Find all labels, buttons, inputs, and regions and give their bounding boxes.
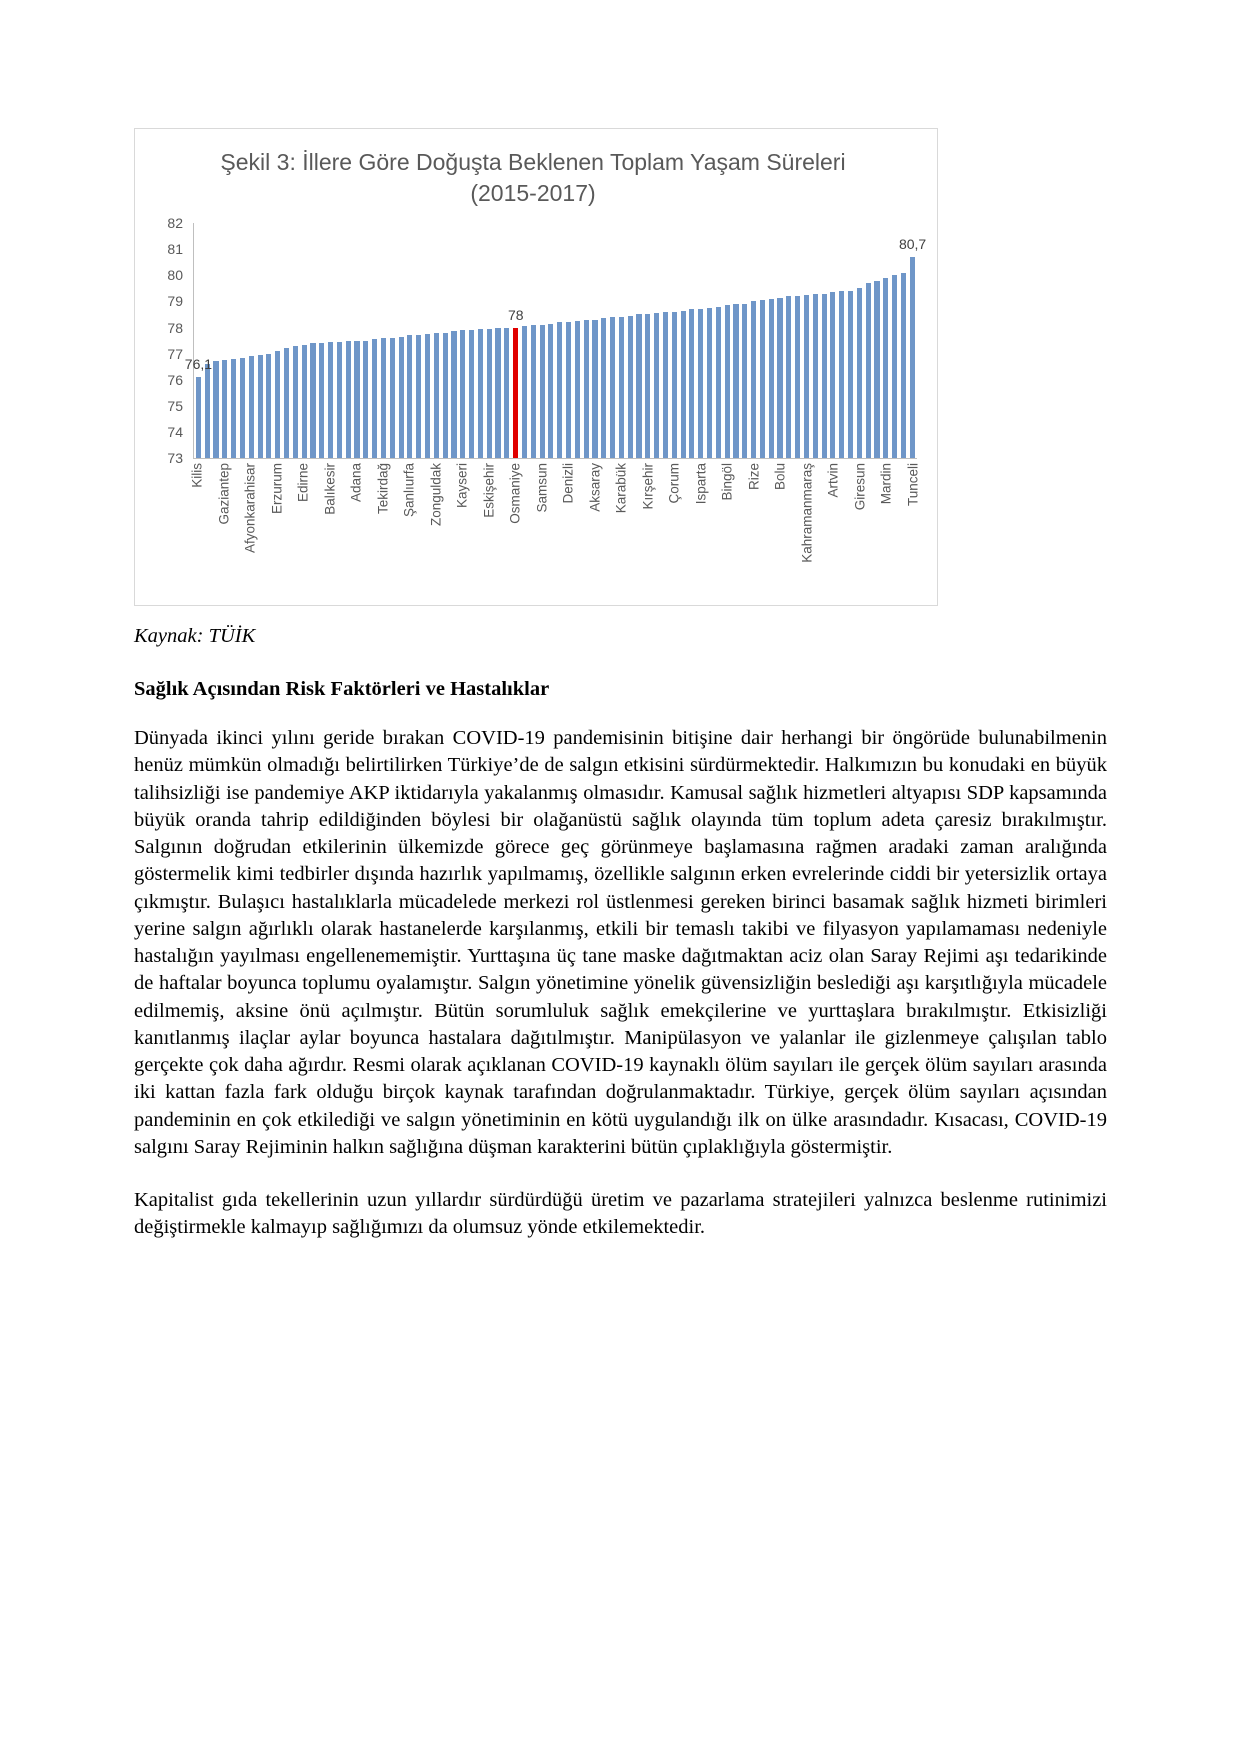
bar bbox=[619, 317, 624, 458]
bar-slot bbox=[300, 223, 309, 458]
bar-slot bbox=[696, 223, 705, 458]
bar-slot bbox=[494, 223, 503, 458]
bar bbox=[584, 320, 589, 458]
bar-slot bbox=[908, 223, 917, 458]
bar-slot bbox=[450, 223, 459, 458]
bar-slot bbox=[811, 223, 820, 458]
bar-slot bbox=[317, 223, 326, 458]
bar-slot bbox=[520, 223, 529, 458]
x-tick-label: Çorum bbox=[666, 463, 682, 504]
bar-slot bbox=[485, 223, 494, 458]
y-tick-label: 79 bbox=[167, 293, 183, 310]
bar bbox=[196, 377, 201, 458]
bar bbox=[636, 314, 641, 458]
bar bbox=[399, 337, 404, 458]
bar-slot bbox=[591, 223, 600, 458]
bar bbox=[839, 291, 844, 458]
bar bbox=[258, 355, 263, 458]
bar-slot bbox=[309, 223, 318, 458]
bar bbox=[293, 346, 298, 458]
x-tick-label: Mardin bbox=[878, 463, 894, 505]
bar bbox=[346, 341, 351, 459]
bar bbox=[601, 318, 606, 458]
bar bbox=[707, 308, 712, 458]
bar-slot bbox=[361, 223, 370, 458]
y-tick-label: 80 bbox=[167, 267, 183, 284]
bar bbox=[478, 329, 483, 458]
x-tick-label: Isparta bbox=[693, 463, 709, 505]
bar-slot bbox=[326, 223, 335, 458]
chart-title-line1: Şekil 3: İllere Göre Doğuşta Beklenen Toplam Yaşam Süreleri bbox=[220, 149, 846, 175]
x-tick-label: Edirne bbox=[295, 463, 311, 503]
bar-slot bbox=[767, 223, 776, 458]
bar-slot bbox=[370, 223, 379, 458]
bar bbox=[777, 298, 782, 459]
y-tick-label: 78 bbox=[167, 319, 183, 336]
bar-slot bbox=[890, 223, 899, 458]
y-tick-label: 77 bbox=[167, 345, 183, 362]
bar bbox=[654, 313, 659, 458]
bar bbox=[672, 312, 677, 458]
bar-value-label: 76,1 bbox=[184, 356, 213, 373]
x-tick-label: Tekirdağ bbox=[375, 463, 391, 515]
bar-slot bbox=[256, 223, 265, 458]
bar-slot bbox=[238, 223, 247, 458]
x-tick-label: Karabük bbox=[613, 463, 629, 514]
bar-chart-plot bbox=[184, 223, 927, 459]
bar bbox=[319, 343, 324, 458]
bar bbox=[663, 312, 668, 458]
bar bbox=[813, 294, 818, 459]
bar-slot bbox=[582, 223, 591, 458]
x-tick-label: Kilis bbox=[189, 463, 205, 488]
bar bbox=[610, 317, 615, 458]
bar bbox=[328, 342, 333, 458]
bar bbox=[222, 360, 227, 458]
x-tick-label: Rize bbox=[746, 463, 762, 491]
plot-wrap bbox=[184, 223, 927, 591]
bar bbox=[487, 329, 492, 458]
bar bbox=[910, 257, 915, 458]
bar bbox=[848, 291, 853, 458]
bar bbox=[698, 309, 703, 458]
bar bbox=[557, 322, 562, 458]
x-tick-label: Gaziantep bbox=[216, 463, 232, 525]
x-tick-label: Samsun bbox=[534, 463, 550, 513]
paragraph-2: Kapitalist gıda tekellerinin uzun yıllardır sürdürdüğü üretim ve pazarlama stratejileri yalnızca beslenme rutinimizi değiştirmekle kalmayıp sağlığımızı da olumsuz yönde etkilemektedir. bbox=[134, 1189, 1107, 1239]
x-tick-label: Denizli bbox=[560, 463, 576, 504]
bar-slot bbox=[414, 223, 423, 458]
chart-body bbox=[149, 215, 927, 591]
bar-slot bbox=[344, 223, 353, 458]
bar-slot bbox=[820, 223, 829, 458]
bar-slot bbox=[291, 223, 300, 458]
x-tick-label: Adana bbox=[348, 463, 364, 503]
bar bbox=[592, 320, 597, 458]
bar bbox=[575, 321, 580, 458]
bar-slot bbox=[802, 223, 811, 458]
bar-slot bbox=[203, 223, 212, 458]
bar-slot bbox=[652, 223, 661, 458]
bar-slot bbox=[617, 223, 626, 458]
bar-slot bbox=[229, 223, 238, 458]
x-tick-label: Erzurum bbox=[269, 463, 285, 515]
bar bbox=[504, 328, 509, 459]
x-tick-label: Balıkesir bbox=[322, 463, 338, 515]
bar bbox=[443, 333, 448, 458]
bar-slot bbox=[864, 223, 873, 458]
bar bbox=[390, 338, 395, 458]
bar-slot bbox=[406, 223, 415, 458]
bar-slot bbox=[265, 223, 274, 458]
y-axis bbox=[149, 215, 193, 467]
bar-slot bbox=[423, 223, 432, 458]
bar bbox=[733, 304, 738, 458]
bar-slot bbox=[353, 223, 362, 458]
x-axis-labels bbox=[189, 459, 921, 591]
bar-slot bbox=[679, 223, 688, 458]
x-tick-label: Artvin bbox=[825, 463, 841, 498]
bar-slot bbox=[476, 223, 485, 458]
x-tick-label: Bingöl bbox=[719, 463, 735, 501]
paragraph-1: Dünyada ikinci yılını geride bırakan COVID-19 pandemisinin bitişine dair herhangi bir öngörüde bulunabilmenin henüz mümkün olmadığı belirtilirken Türkiye’de de salgın etkisini sürdürmektedir. Halkımızın bu konudaki en büyük talihsizliği ise pandemiye AKP iktidarıyla yakalanmış olmasıdır. Kamusal sağlık hizmetleri altyapısı SDP kapsamında büyük oranda tahrip edildiğinden böylesi bir olağanüstü sağlık olayında tüm toplum adeta çaresiz bırakılmıştır. Salgının doğrudan etkilerinin ülkemizde görece geç görünmeye başlamasına rağmen aradaki zaman aralığında göstermelik kimi tedbirler dışında hazırlık yapılmamış, özellikle salgının erken evrelerinde ciddi bir yetersizlik ortaya çıkmıştır. Bulaşıcı hastalıklarla mücadelede merkezi rol üstlenmesi gereken birinci basamak sağlık hizmeti birimleri yerine salgın ağırlıklı olarak hastanelerde karşılanmış, etkili bir temaslı takibi ve filyasyon yapılamaması nedeniyle hastalığın yayılması engellenememiştir. Yurttaşına üç tane maske dağıtmaktan aciz olan Saray Rejimi aşı tedarikinde de haftalar boyunca toplumu oyalamıştır. Salgın yönetimine yönelik güvensizliğin beslediği aşı karşıtlığıyla mücadele edilmemiş, aksine önü açılmıştır. Bütün sorumluluk sağlık emekçilerine ve yurttaşlara bırakılmıştır. Etkisizliği kanıtlanmış ilaçlar aylar boyunca hastalara dağıtılmıştır. Manipülasyon ve yalanlar ile gizlenmeye çalışılan tablo gerçekte çok daha ağırdır. Resmi olarak açıklanan COVID-19 kaynaklı ölüm sayıları ile gerçek ölüm sayıları arasında iki kattan fazla fark olduğu birçok kaynak tarafından doğrulanmaktadır. Türkiye, gerçek ölüm sayıları açısından pandeminin en çok etkilediği ve salgın yönetiminin en kötü uygulandığı ilk on ülke arasındadır. Kısacası, COVID-19 salgını Saray Rejiminin halkın sağlığına düşman karakterini bütün çıplaklığıyla göstermiştir. bbox=[134, 727, 1107, 1158]
x-tick-label: Zonguldak bbox=[428, 463, 444, 527]
y-tick-label: 75 bbox=[167, 397, 183, 414]
bar-value-label: 80,7 bbox=[898, 236, 927, 253]
bar bbox=[901, 273, 906, 458]
bar bbox=[284, 348, 289, 458]
bar bbox=[372, 339, 377, 458]
bar bbox=[425, 334, 430, 458]
bar-slot bbox=[846, 223, 855, 458]
bar bbox=[231, 359, 236, 458]
bar-slot bbox=[282, 223, 291, 458]
bar bbox=[495, 328, 500, 459]
bar bbox=[275, 351, 280, 458]
bar bbox=[522, 326, 527, 458]
bar bbox=[460, 330, 465, 458]
bar bbox=[302, 345, 307, 459]
bar-slot bbox=[723, 223, 732, 458]
bar bbox=[451, 331, 456, 458]
section-heading: Sağlık Açısından Risk Faktörleri ve Hastalıklar bbox=[134, 678, 550, 700]
bar bbox=[381, 338, 386, 458]
y-tick-label: 81 bbox=[167, 241, 183, 258]
x-tick-label: Kayseri bbox=[454, 463, 470, 509]
y-tick-label: 74 bbox=[167, 423, 183, 440]
x-tick-label: Afyonkarahisar bbox=[242, 463, 258, 554]
bar-slot bbox=[467, 223, 476, 458]
bar-slot bbox=[220, 223, 229, 458]
chart bbox=[134, 128, 938, 606]
bar bbox=[716, 307, 721, 458]
x-tick-label: Eskişehir bbox=[481, 463, 497, 518]
bar-slot bbox=[547, 223, 556, 458]
bar-slot bbox=[793, 223, 802, 458]
bar-slot bbox=[661, 223, 670, 458]
bar-slot bbox=[705, 223, 714, 458]
bar bbox=[354, 341, 359, 459]
bar bbox=[407, 335, 412, 458]
x-tick-label: Kırşehir bbox=[640, 463, 656, 510]
chart-title-line2: (2015-2017) bbox=[470, 180, 596, 207]
bar-slot bbox=[564, 223, 573, 458]
bar bbox=[566, 322, 571, 458]
bar bbox=[240, 358, 245, 459]
x-tick-label: Aksaray bbox=[587, 463, 603, 512]
y-tick-label: 82 bbox=[167, 215, 183, 232]
bar-slot bbox=[194, 223, 203, 458]
bar-slot bbox=[397, 223, 406, 458]
bar-slot bbox=[758, 223, 767, 458]
bar bbox=[645, 314, 650, 458]
bar bbox=[266, 354, 271, 458]
bar bbox=[857, 288, 862, 458]
chart-title bbox=[179, 147, 887, 209]
bar bbox=[760, 300, 765, 458]
bar-slot bbox=[873, 223, 882, 458]
bar-slot bbox=[837, 223, 846, 458]
bar-slot bbox=[784, 223, 793, 458]
bar bbox=[874, 281, 879, 459]
bar bbox=[883, 278, 888, 458]
bar-slot bbox=[732, 223, 741, 458]
bar bbox=[742, 304, 747, 458]
bar-slot bbox=[511, 223, 520, 458]
bar bbox=[822, 294, 827, 459]
bar bbox=[689, 309, 694, 458]
bar bbox=[213, 361, 218, 458]
document-body bbox=[134, 625, 1107, 1268]
x-tick-label: Tunceli bbox=[905, 463, 921, 507]
bar-slot bbox=[379, 223, 388, 458]
y-tick-label: 76 bbox=[167, 371, 183, 388]
x-tick-label: Kahramanmaraş bbox=[799, 463, 815, 563]
x-tick-label: Bolu bbox=[772, 463, 788, 491]
bar bbox=[337, 342, 342, 458]
bar-slot bbox=[502, 223, 511, 458]
bar-slot bbox=[529, 223, 538, 458]
x-tick-label: Osmaniye bbox=[507, 463, 523, 524]
bar-slot bbox=[555, 223, 564, 458]
bar-slot bbox=[273, 223, 282, 458]
x-tick-label: Giresun bbox=[852, 463, 868, 511]
bar bbox=[205, 364, 210, 458]
bar-slot bbox=[899, 223, 908, 458]
source-note: Kaynak: TÜİK bbox=[134, 625, 256, 647]
bar bbox=[434, 333, 439, 458]
bar-slot bbox=[626, 223, 635, 458]
bar bbox=[769, 299, 774, 458]
bar-slot bbox=[247, 223, 256, 458]
bar-slot bbox=[335, 223, 344, 458]
bar bbox=[363, 341, 368, 459]
bar bbox=[513, 328, 518, 459]
bar-slot bbox=[212, 223, 221, 458]
bar-slot bbox=[643, 223, 652, 458]
bar bbox=[725, 305, 730, 458]
bar-slot bbox=[670, 223, 679, 458]
bar-slot bbox=[688, 223, 697, 458]
bar bbox=[416, 335, 421, 458]
bar bbox=[548, 324, 553, 458]
bar-value-label: 78 bbox=[508, 306, 524, 323]
bar-slot bbox=[740, 223, 749, 458]
bar bbox=[804, 295, 809, 458]
bar-slot bbox=[635, 223, 644, 458]
bar bbox=[540, 325, 545, 458]
y-tick-label: 73 bbox=[167, 450, 183, 467]
bar-slot bbox=[538, 223, 547, 458]
bar-slot bbox=[388, 223, 397, 458]
bar-slot bbox=[749, 223, 758, 458]
bar bbox=[866, 283, 871, 458]
bar bbox=[795, 296, 800, 458]
bar bbox=[469, 330, 474, 458]
bar-slot bbox=[714, 223, 723, 458]
bar bbox=[310, 343, 315, 458]
bar-slot bbox=[458, 223, 467, 458]
bar-slot bbox=[432, 223, 441, 458]
bar-slot bbox=[599, 223, 608, 458]
bar bbox=[681, 311, 686, 459]
bar-slot bbox=[829, 223, 838, 458]
bar bbox=[531, 325, 536, 458]
bar bbox=[786, 296, 791, 458]
x-tick-label: Şanlıurfa bbox=[401, 463, 417, 518]
bar-slot bbox=[608, 223, 617, 458]
bar-slot bbox=[441, 223, 450, 458]
bar-slot bbox=[573, 223, 582, 458]
bar bbox=[628, 316, 633, 458]
bar bbox=[892, 275, 897, 458]
bar bbox=[751, 301, 756, 458]
bar-slot bbox=[881, 223, 890, 458]
bar-slot bbox=[776, 223, 785, 458]
bar bbox=[249, 356, 254, 458]
bar bbox=[830, 292, 835, 458]
bar-slot bbox=[855, 223, 864, 458]
